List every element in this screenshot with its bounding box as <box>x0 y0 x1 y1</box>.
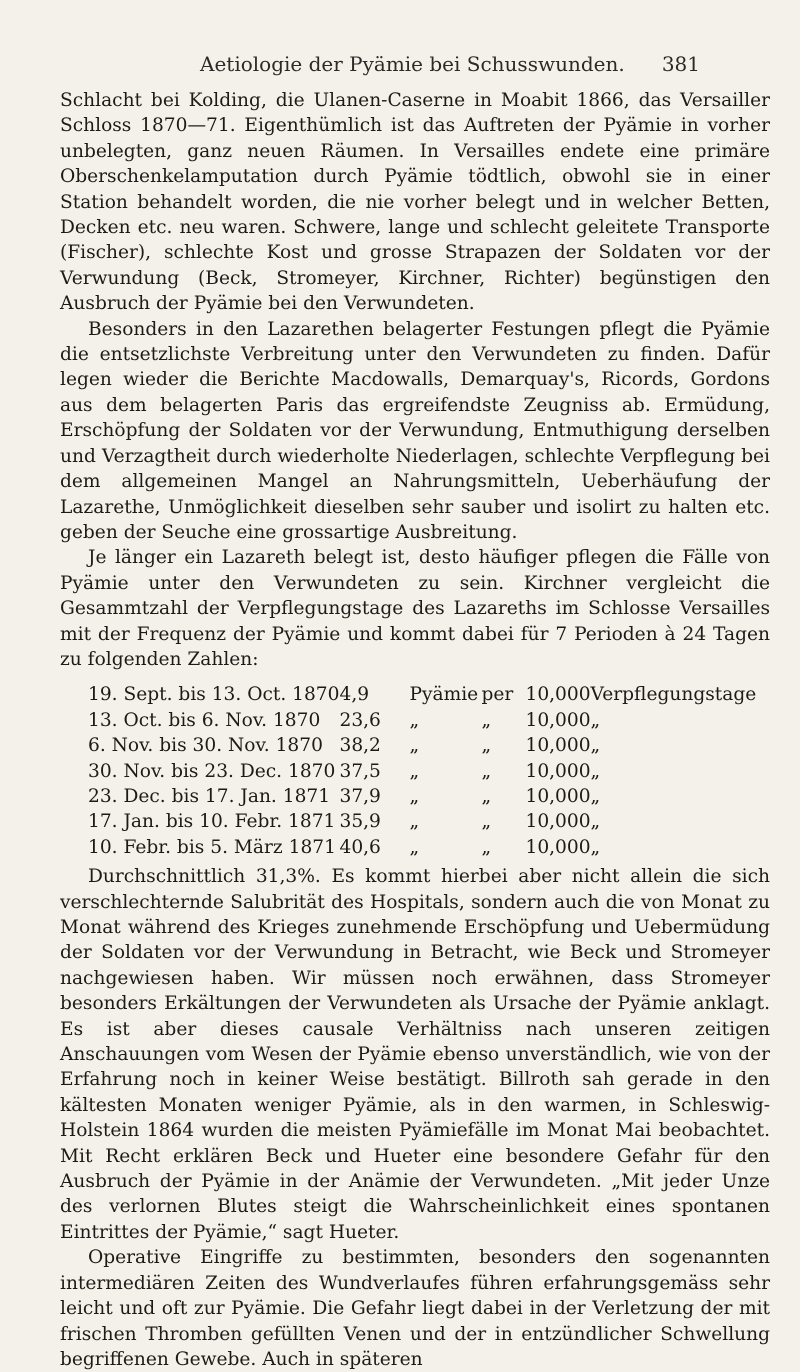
table-cell-per: „ <box>481 709 492 731</box>
paragraph-5: Operative Eingriffe zu bestimmten, besonders den sogenannten intermediären Zeiten des Wundverlaufes führen erfahrungsgemäss sehr leicht und oft zur Pyämie. Die Gefahr liegt dabei in der Verletzung der mit frischen Thromben gefüllten Venen und der in entzündlicher Schwellung begriffenen Gewebe. Auch in späteren <box>60 1247 770 1370</box>
table-cell-per: „ <box>481 811 492 833</box>
table-cell-range: 23. Dec. bis 17. Jan. 1871 <box>88 785 331 807</box>
table-cell-value: 40,6 <box>339 836 381 858</box>
table-cell-value: 37,5 <box>339 760 381 782</box>
table-cell-pyaemie: „ <box>409 836 420 858</box>
table-row <box>88 809 756 834</box>
table-row <box>88 708 756 733</box>
table-cell-per: per <box>481 684 514 706</box>
period-table-body <box>88 682 756 860</box>
table-cell-range: 13. Oct. bis 6. Nov. 1870 <box>88 709 321 731</box>
table-cell-value: 38,2 <box>339 735 381 757</box>
table-row <box>88 784 756 809</box>
table-cell-unit: „ <box>590 735 601 757</box>
table-cell-value: 4,9 <box>339 684 370 706</box>
paragraph-1: Schlacht bei Kolding, die Ulanen-Caserne in Moabit 1866, das Versailler Schloss 1870—71. Eigenthümlich ist das Auftreten der Pyämie in vorher unbelegten, ganz neuen Räumen. In Versailles endete eine primäre Oberschenkelamputation durch Pyämie tödtlich, obwohl sie in einer Station behandelt worden, die nie vorher belegt und in welcher Betten, Decken etc. neu waren. Schwere, lange und schlecht geleitete Transporte (Fischer), schlechte Kost und grosse Strapazen der Soldaten vor der Verwundung (Beck, Stromeyer, Kirchner, Richter) begünstigen den Ausbruch der Pyämie bei den Verwundeten. <box>60 90 770 315</box>
table-cell-pyaemie: „ <box>409 760 420 782</box>
table-row <box>88 759 756 784</box>
table-cell-unit: Verpflegungstage <box>590 684 757 706</box>
table-cell-num: 10,000 <box>525 709 591 731</box>
table-cell-pyaemie: „ <box>409 811 420 833</box>
paragraph-2: Besonders in den Lazarethen belagerter Festungen pflegt die Pyämie die entsetzlichste Verbreitung unter den Verwundeten zu finden. Dafür legen wieder die Berichte Macdowalls, Demarquay's, Ricords, Gordons aus dem belagerten Paris das ergreifendste Zeugniss ab. Ermüdung, Erschöpfung der Soldaten vor der Verwundung, Entmuthigung derselben und Verzagtheit durch wiederholte Niederlagen, schlechte Verpflegung bei dem allgemeinen Mangel an Nahrungsmitteln, Ueberhäufung der Lazarethe, Unmöglichkeit dieselben sehr sauber und isolirt zu halten etc. geben der Seuche eine grossartige Ausbreitung. <box>60 318 770 543</box>
table-cell-range: 6. Nov. bis 30. Nov. 1870 <box>88 735 323 757</box>
running-header <box>200 52 700 76</box>
table-cell-range: 19. Sept. bis 13. Oct. 1870 <box>88 684 340 706</box>
table-cell-num: 10,000 <box>525 836 591 858</box>
table-cell-value: 37,9 <box>339 785 381 807</box>
table-cell-unit: „ <box>590 709 601 731</box>
table-cell-num: 10,000 <box>525 811 591 833</box>
pyaemie-period-table <box>88 682 756 860</box>
running-title: Aetiologie der Pyämie bei Schusswunden. <box>200 52 625 76</box>
table-cell-pyaemie: „ <box>409 735 420 757</box>
paragraph-4: Durchschnittlich 31,3%. Es kommt hierbei aber nicht allein die sich verschlechternde Salubrität des Hospitals, sondern auch die von Monat zu Monat während des Krieges zunehmende Erschöpfung und Uebermüdung der Soldaten vor der Verwundung in Betracht, wie Beck und Stromeyer nachgewiesen haben. Wir müssen noch erwähnen, dass Stromeyer besonders Erkältungen der Verwundeten als Ursache der Pyämie anklagt. Es ist aber dieses causale Verhältniss nach unseren zeitigen Anschauungen vom Wesen der Pyämie ebenso unverständlich, wie von der Erfahrung noch in keiner Weise bestätigt. Billroth sah gerade in den kältesten Monaten weniger Pyämie, als in den warmen, in Schleswig-Holstein 1864 wurden die meisten Pyämiefälle im Monat Mai beobachtet. Mit Recht erklären Beck und Hueter eine besondere Gefahr für den Ausbruch der Pyämie in der Anämie der Verwundeten. „Mit jeder Unze des verlornen Blutes steigt die Wahrscheinlichkeit eines spontanen Eintrittes der Pyämie,“ sagt Hueter. <box>60 866 770 1243</box>
table-cell-range: 30. Nov. bis 23. Dec. 1870 <box>88 760 336 782</box>
table-cell-pyaemie: Pyämie <box>409 684 479 706</box>
table-cell-unit: „ <box>590 785 601 807</box>
table-cell-unit: „ <box>590 836 601 858</box>
table-cell-per: „ <box>481 760 492 782</box>
table-row <box>88 835 756 860</box>
table-cell-per: „ <box>481 785 492 807</box>
table-row <box>88 733 756 758</box>
table-cell-num: 10,000 <box>525 735 591 757</box>
table-cell-range: 17. Jan. bis 10. Febr. 1871 <box>88 811 336 833</box>
page-number: 381 <box>661 52 700 76</box>
table-cell-num: 10,000 <box>525 684 591 706</box>
table-cell-range: 10. Febr. bis 5. März 1871 <box>88 836 336 858</box>
table-cell-value: 35,9 <box>339 811 381 833</box>
paragraph-3: Je länger ein Lazareth belegt ist, desto häufiger pflegen die Fälle von Pyämie unter den Verwundeten zu sein. Kirchner vergleicht die Gesammtzahl der Verpflegungstage des Lazareths im Schlosse Versailles mit der Frequenz der Pyämie und kommt dabei für 7 Perioden à 24 Tagen zu folgenden Zahlen: <box>60 547 770 670</box>
table-cell-pyaemie: „ <box>409 785 420 807</box>
body-text <box>60 88 770 1372</box>
table-cell-num: 10,000 <box>525 785 591 807</box>
table-cell-value: 23,6 <box>339 709 381 731</box>
table-cell-per: „ <box>481 735 492 757</box>
table-cell-pyaemie: „ <box>409 709 420 731</box>
table-cell-unit: „ <box>590 811 601 833</box>
table-cell-unit: „ <box>590 760 601 782</box>
table-cell-num: 10,000 <box>525 760 591 782</box>
table-cell-per: „ <box>481 836 492 858</box>
table-row <box>88 682 756 707</box>
